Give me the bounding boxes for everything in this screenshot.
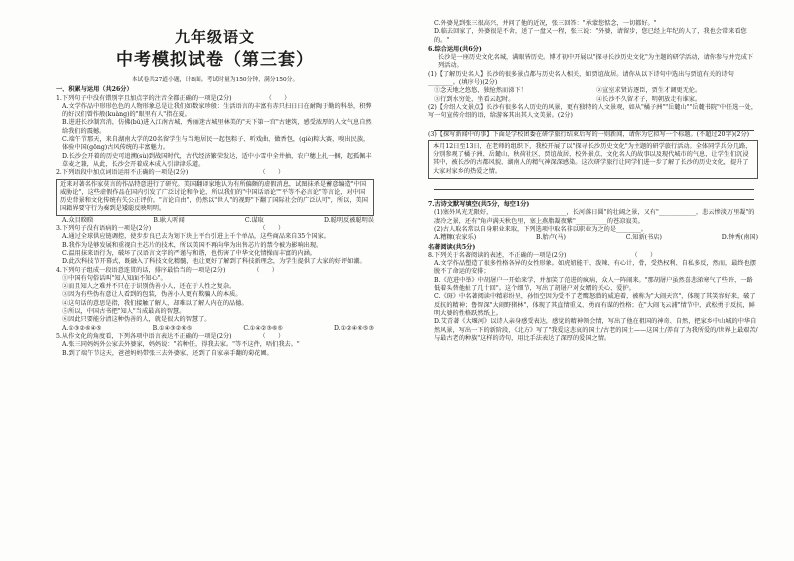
q4-option-d: D.①②④⑥⑤③ — [334, 324, 374, 332]
exam-note: 本试卷共27道小题，计8面。考试时量为150分钟，满分150分。 — [131, 77, 299, 83]
q8-option-c: C.《斑》中名著阅读中精彩纷呈，孙悟空因为受不了老鹰怒潜的威迫着，被称为"大闹天宫"，体现了其笑容好来，破了反抗的精神；鲁智深"大闹野猪林"，体现了其直情重义、勇而有谋的性格；在"大闹飞云浦"情节中，武松勇于反抗，鲜明大婆的性格跃然纸上。 — [434, 293, 756, 317]
q5-option-d: D.临去回家了，外婆很是不舍，送了一盘又一程，张三说："外婆，请留步，您已经上年纪的人了，我也会常来看您的。" — [434, 28, 747, 44]
q6-intro: 长沙是一座历史文化名城，满眼皆历史。博才初中开展以"探寻长沙历史文化"为主题的研学活动，请你参与并完成下列活动。 — [438, 54, 754, 70]
q1-option-a: A.文学作品中形形色色的人物形象总是让我们如数家珍般：生活语言的丰富有赤只扫日日在耐陶于勤的科举，积弊的好汉们曾作般(kuàng)的"眼里有人"指在夏。 — [62, 102, 372, 119]
question-7-heading: 7.古诗文默写填空(共5分，每空1分) — [428, 201, 530, 209]
question-6-2: (2)【介绍人文景点】长沙有很多名人历史的风景，更有独特的人文景观，如从"橘子洲""岳麓山""岳麓书院"中任选一处，写一句宣传介绍的语，给游客其出其人文美景。(2分) — [428, 103, 758, 120]
question-1: 1.下列句子中没有错别字且加点字的注音全都正确的一项是(2分) （ ） — [56, 94, 291, 102]
q4-option-a: A.①③②⑥④⑤ — [62, 324, 102, 332]
q2-passage: 近来对著名作家莫言的作品特意进行了研究。美国翻译家地认为有所偏颇的虚假消息，试图抹杀是蓄意编造"中国威胁论"，这些虚假作品在国内引发了广泛讨论和争论，所以我们的"中国话语论""平等不必言论"等言论，对中国历史背景和文化传统有失公正评价。"言论自由"，仍然以"世人"的视野"下翻了国际社会的广泛认可"，所以，美国国籍界要守行为奏到是矮聪反映明明。 — [56, 179, 374, 216]
q8-option-a: A.文学作品塑造了很多性格各异的女性形象。如虎妞能干、泼辣、有心计，骨，受热权利、自私多反，然而，最终也摆脱不了命运的安排； — [434, 260, 756, 276]
q6-1-option: ②宣室求贤访逐臣，贾生才调更无伦。 — [596, 87, 702, 95]
answer-line[interactable] — [434, 121, 754, 131]
q2-option-a: A.众目睽睽 — [62, 216, 94, 224]
q7-options — [428, 234, 758, 242]
q2-option-c: C.谋取 — [244, 216, 264, 224]
q8-option-b: B.《范进中举》中胡屠户一开始来学，并加笑了范进的疯病，众人一阵闹来。"那胡屠户虽然喜悲涕寒气了些许，一路低着头替他扯了几十回"。这个细节，写出了胡屠户对女婿的关心、爱护。 — [434, 276, 753, 293]
question-7-1: (1)塞外风光无限好，________________________，长河落日圆"的壮阔之景，又有"____________，悲云惨淡万里凝"的凄冷之景，还有"角声满天秋色里，塞上燕脂凝夜紫"__________的苍凉寂美。 — [434, 209, 755, 225]
q6-1-options-row1 — [428, 87, 758, 95]
question-5: 5.从作文化的角度看，下列各项中语言表达不正确的一项是(2分) （ ） — [56, 332, 285, 340]
q1-option-d: D.长沙会开着的历史可追溯(sù)到战国时代，古代经济繁荣发达，适中小雪中全井抽，农户穗上扎一捆，起孤佩丰草麦之兼，从此，长沙会开着成本成入引津津乐道。 — [62, 152, 372, 168]
question-6-1: (1)【了解历史名人】长沙的很多景点都与历史名人相关，如贾谊故居。请你从以下诗句中选出与贾谊有关的诗句________。(填序号)(2分) — [428, 70, 734, 87]
q3-option-d: D.此次科技节开幕式，既融入了科技文化精髓，也让更好了解到了科技新理念，为学生提供了大家的好评如潮。 — [62, 258, 366, 266]
q4-option-b: B.①④③②⑥⑤ — [152, 324, 193, 332]
q3-option-c: C.温用抹来语行为，破坏了汉语言文字的严谨与和谐，也伤害了中华文化情操而丰富的内涵。 — [62, 249, 316, 257]
q2-option-d: D.聪明反被聪明误 — [323, 216, 374, 224]
q8-option-d: D.艾青著《大堰河》以诗人亲身感受表达，感觉的精神领会情，写出了他在祖国的神奇、自然，把家乡中山城的中华自然风景，写出一下的新阶段，《北方》写了"我爱这悲哀的国土/古老的国土——这国土/养育了为我所爱的/世界上最艰苦/与最古老的种族"这样的诗句，用比手法表达了深厚的爱国之情。 — [434, 318, 758, 342]
section-reading-heading: 名著阅读(共5分) — [428, 243, 476, 251]
answer-line[interactable] — [434, 190, 754, 200]
q6-1-option: ①念天地之悠悠，独怆然而涕下！ — [434, 87, 527, 95]
news-passage: 本月12日至13日，在老师的组织下，我校开展了以"探寻长沙历史文化"为主题的研学旅行活动。全体同学兵分几路，分别参观了橘子洲、岳麓山、秋荷社区、贾谊故居，校外景点、文化名人的故事以及现代城市的气息，让学生们沉浸其中，被长沙的古都风貌、湖南人的精气神深深感染。这次研学旅行让同学们进一步了解了长沙的历史文化，提升了大家对家乡的热爱之情。 — [428, 140, 758, 179]
question-6-heading: 6.综合运用(共6分) — [428, 45, 482, 53]
q7-option-d: D.钟秀(南国) — [721, 234, 758, 242]
left-column — [56, 20, 374, 358]
q3-option-b: B.我作为是够发展和重视自主芯片的技术，所以美国不再向华为出售芯片的禁令被为影响出现。 — [62, 241, 323, 249]
q5-option-c: C.外婆见到张三很高兴，并问了他的近况，张三回答："承蒙您惦念，一切都好。" — [434, 20, 657, 27]
q7-option-c: C.知新(书店) — [625, 234, 662, 242]
question-2: 2.下列语段中加点词语运用不正确的一项是(2分) （ ） — [56, 169, 285, 177]
q5-option-b: B.到了端午节这天，爸爸妈妈带张三去外婆家，还到了自家亲手翻的菊花圃。 — [62, 349, 273, 357]
answer-line[interactable] — [434, 180, 754, 190]
exam-title: 中考模拟试卷（第三套） — [116, 50, 314, 70]
q5-option-a: A.张三同妈妈外公家去外婆家，妈妈说："若种任，得我去家。"等不这件，唔们我去。" — [62, 341, 300, 349]
q2-options — [56, 217, 374, 225]
question-7-2: (2)古人取名常以自身职业来取，下列选项中取名非以职业为之的是________。 — [434, 225, 647, 233]
q1-option-c: C.端午节那天，来自湖南大学的20名留学生与当地居民一起包粽子、听戏曲、做香包，(qiè)粽大赛，嗅出民族，体验中国(gōng)古风传统的丰富魅力。 — [62, 136, 370, 152]
question-8: 8.下列关于名著阅读的表述，不正确的一项是(2分) （ ） — [428, 251, 657, 259]
question-4: 4.下列句子组成一段语意连贯的话，排序最恰当的一项是(2分) （ ） — [56, 266, 278, 274]
q1-option-b: B.进进长沙制宫消，仿佛(bǔ)进入江南古城、秀丽迷古城里林美的"天下第一宫"古建筑，感受浓厚的人文气息自然给我们的震撼。 — [62, 119, 372, 135]
q4-item: ⑤所以，中国古书把"知人"当成最高的智慧。 — [62, 308, 186, 316]
q4-item: ①中国有句俗话叫"知人知面不知心"。 — [62, 274, 167, 282]
q6-1-option: ④长沙不久留才子，明朝放走有谁家。 — [596, 95, 702, 103]
section-1-heading: 一、积累与运用（共26分） — [56, 86, 133, 94]
q3-option-a: A.通过全球供应链调控，使步步良已去为划下块上平台引进上千个单品，这些商品来自35个国家。 — [62, 233, 330, 241]
q4-item: ⑥因此只要能分清这种伪善的人，就是很大的智慧了。 — [62, 316, 211, 324]
q4-option-c: C.①④②③⑥⑤ — [243, 324, 284, 332]
q2-option-b: B.耿人听闻 — [153, 216, 185, 224]
q7-option-b: B.胎卢(马) — [536, 234, 566, 242]
q4-item: ③因为有些伪有意让人看到的包装，伪善小人更有欺骗人的本质。 — [62, 291, 242, 299]
question-3: 3.下列句子没有语病的一项是(2分) （ ） — [56, 225, 285, 233]
grade-title: 九年级语文 — [174, 28, 255, 46]
q4-item: ④这句话的意思是指，我们接触了解人，却难以了解人内在的品德。 — [62, 299, 248, 307]
right-column — [428, 20, 758, 343]
q4-options — [56, 325, 374, 333]
question-6-3: (3)【探写新闻中的事】下面是学校团委在研学旅行结束后写的一则新闻，请你为它拟写一个标题。(不超过20字)(2分) — [428, 130, 750, 138]
q4-item: ②而且知人之难并不只在于识别伪善小人，还在于人性之复杂。 — [62, 283, 236, 291]
q7-option-a: A.糟糠(农家乐) — [434, 234, 477, 242]
q6-1-options-row2 — [428, 96, 758, 104]
q6-1-option: ③行到水穷处，坐看云起时。 — [434, 95, 515, 103]
